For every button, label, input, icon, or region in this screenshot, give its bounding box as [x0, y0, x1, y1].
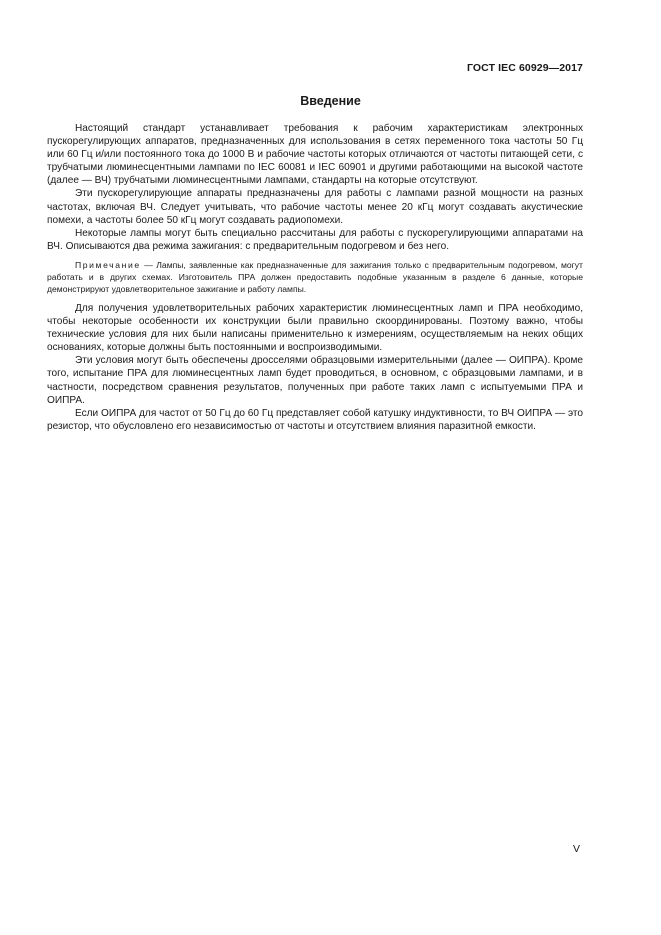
- page-number: V: [572, 843, 580, 855]
- body-text: [47, 122, 583, 433]
- section-title: Введение: [300, 94, 361, 108]
- note: [47, 259, 583, 295]
- paragraph-6: Если ОИПРА для частот от 50 Гц до 60 Гц представляет собой катушку индуктивности, то ВЧ ОИПРА — это резистор, что обусловлено его независимостью от частоты и отсутствием влияния паразитной емкости.: [47, 407, 583, 432]
- document-code-header: ГОСТ IEC 60929—2017: [466, 62, 583, 74]
- paragraph-5: Эти условия могут быть обеспечены дросселями образцовыми измерительными (далее — ОИПРА). Кроме того, испытание ПРА для люминесцентных ламп будет проводиться, в основном, с образцовыми лампами, и в частности, посредством сравнения результатов, полученных при работе таких ламп с испытуемыми ПРА и ОИПРА.: [47, 355, 583, 406]
- paragraph-1: Настоящий стандарт устанавливает требования к рабочим характеристикам электронных пускорегулирующих аппаратов, предназначенных для использования в сетях переменного тока частоты 50 Гц или 60 Гц и/или постоянного тока до 1000 В и рабочие частоты которых отличаются от частоты питающей сети, с трубчатыми люминесцентными лампами по IEC 60081 и IEC 60901 и другими работающими на высокой частоте (далее — ВЧ) трубчатыми люминесцентными лампами, стандарты на которые отсутствуют.: [47, 123, 583, 187]
- note-label: Примечание: [75, 259, 141, 270]
- paragraph-2: Эти пускорегулирующие аппараты предназначены для работы с лампами разной мощности на разных частотах, включая ВЧ. Следует учитывать, что рабочие частоты менее 20 кГц могут создавать акустические помехи, а частоты более 50 кГц могут создавать радиопомехи.: [47, 188, 583, 226]
- paragraph-4: Для получения удовлетворительных рабочих характеристик люминесцентных ламп и ПРА необходимо, чтобы некоторые особенности их конструкции были правильно скоординированы. Поэтому важно, чтобы технические условия для них были написаны применительно к измерениям, осуществляемым на неких общих основаниях, которые должны быть постоянными и воспроизводимыми.: [47, 302, 583, 354]
- note-text: — Лампы, заявленные как предназначенные для зажигания только с предварительным подогревом, могут работать и в других схемах. Изготовитель ПРА должен предоставить подобные указанным в разделе 6 данные, которые демонстрируют удовлетворительное зажигание и работу лампы.: [47, 259, 583, 294]
- paragraph-3: Некоторые лампы могут быть специально рассчитаны для работы с пускорегулирующими аппаратами на ВЧ. Описываются два режима зажигания: с предварительным подогревом и без него.: [47, 227, 583, 252]
